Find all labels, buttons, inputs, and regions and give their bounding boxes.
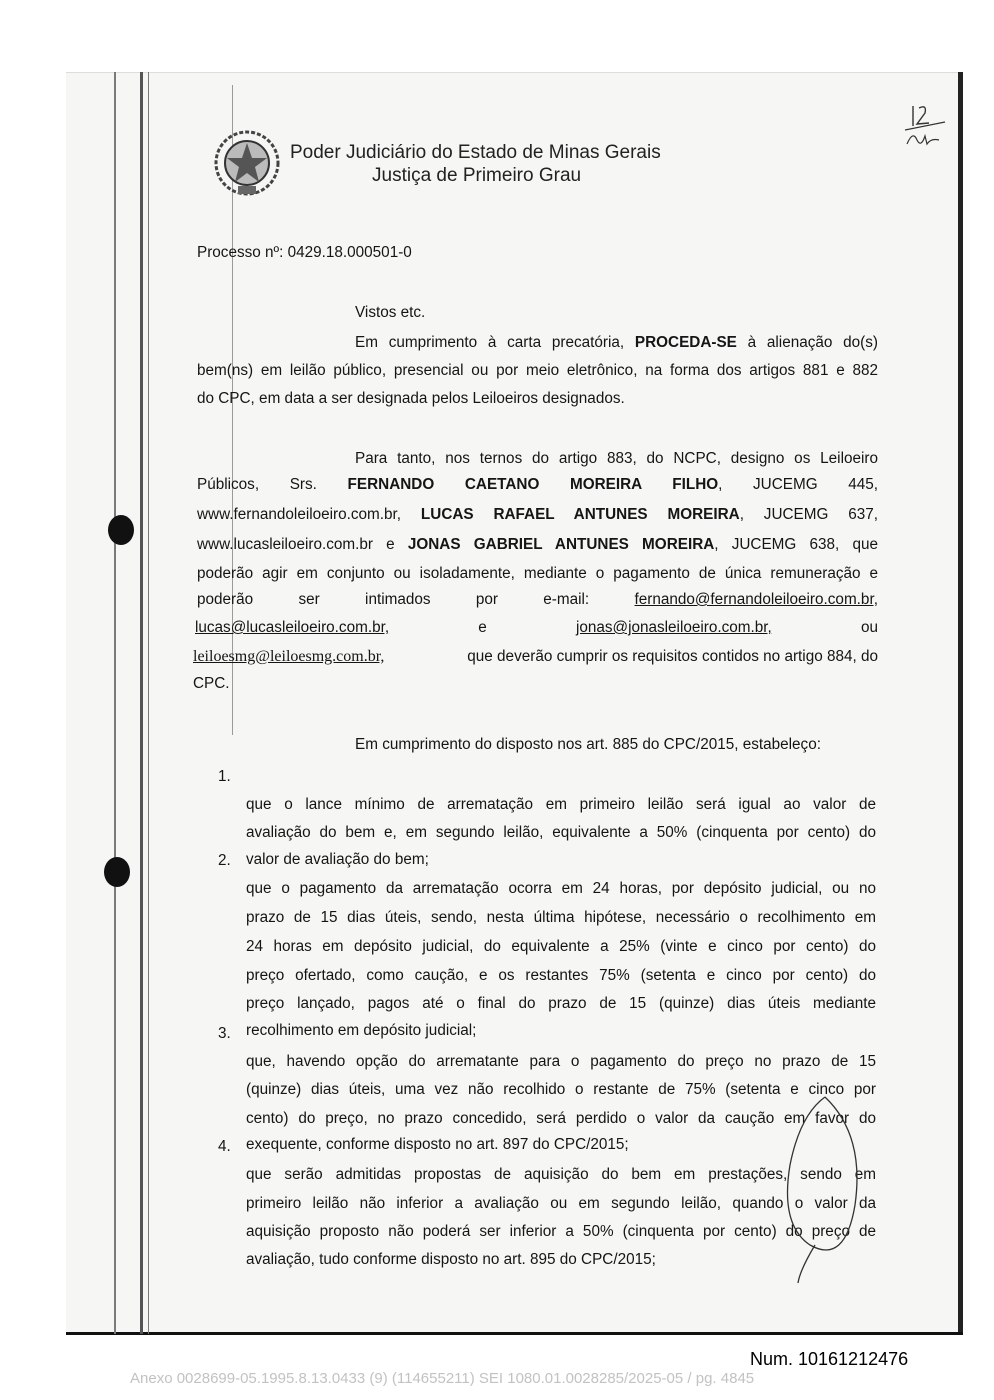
- list-item-line: preço ofertado, como caução, e os restantes 75% (setenta e cinco por cento) do: [246, 967, 876, 984]
- court-level: Justiça de Primeiro Grau: [372, 165, 582, 186]
- text-span: e-mail:: [543, 591, 590, 608]
- paragraph-line: bem(ns) em leilão público, presencial ou por meio eletrônico, na forma dos artigos 881 e 882: [197, 362, 878, 379]
- paragraph-line: [197, 536, 878, 554]
- process-label: Processo nº:: [197, 244, 284, 261]
- text-span: www.fernandoleiloeiro.com.br,: [197, 506, 402, 523]
- list-item-line: que, havendo opção do arrematante para o pagamento do preço no prazo de 15: [246, 1053, 876, 1070]
- text-span: , JUCEMG 637,: [739, 506, 879, 523]
- list-item-line: avaliação do bem e, em segundo leilão, equivalente a 50% (cinquenta por cento) do: [246, 824, 876, 841]
- paragraph-line: [193, 648, 878, 666]
- text-span: Em cumprimento à carta precatória,: [355, 334, 625, 351]
- paragraph-line: poderão agir em conjunto ou isoladamente, mediante o pagamento de única remuneração e: [197, 565, 878, 582]
- list-item-line: 24 horas em depósito judicial, do equivalente a 25% (vinte e cinco por cento) do: [246, 938, 876, 955]
- bold-span: PROCEDA-SE: [634, 334, 737, 351]
- process-line: [197, 244, 412, 262]
- text-span: ou: [860, 619, 878, 636]
- list-item-line: preço lançado, pagos até o final do prazo de 15 (quinze) dias úteis mediante: [246, 995, 876, 1012]
- scan-bottom-edge: [66, 1332, 963, 1335]
- paragraph-line: [195, 619, 878, 637]
- text-span: à alienação do(s): [747, 334, 878, 351]
- text-span: ser: [298, 591, 320, 608]
- process-number: 0429.18.000501-0: [287, 244, 412, 261]
- paragraph-line: [197, 591, 878, 609]
- paragraph-line: [197, 476, 878, 494]
- bold-span: FERNANDO CAETANO MOREIRA FILHO: [347, 476, 719, 493]
- list-item-number: 1.: [218, 768, 231, 785]
- paragraph-line: [197, 506, 878, 524]
- list-item-line: (quinze) dias úteis, uma vez não recolhido o restante de 75% (setenta e cinco por: [246, 1081, 876, 1098]
- list-item-line: avaliação, tudo conforme disposto no art. 895 do CPC/2015;: [246, 1251, 656, 1268]
- pen-circle-mark: [770, 1095, 880, 1285]
- paragraph-line: Em cumprimento do disposto nos art. 885 do CPC/2015, estabeleço:: [355, 736, 821, 753]
- email-link-lucas[interactable]: lucas@lucasleiloeiro.com.br,: [195, 619, 390, 636]
- list-item-number: 4.: [218, 1138, 231, 1155]
- email-link-jonas[interactable]: jonas@jonasleiloeiro.com.br,: [575, 619, 772, 636]
- text-span: intimados: [365, 591, 431, 608]
- punch-hole: [108, 515, 134, 545]
- scan-right-edge: [958, 72, 963, 1334]
- bold-span: LUCAS RAFAEL ANTUNES MOREIRA: [420, 506, 740, 523]
- list-item-line: aquisição proposto não poderá ser inferior a 50% (cinquenta por cento) do preço de: [246, 1223, 876, 1240]
- paragraph-line: [355, 334, 878, 352]
- paragraph-line: do CPC, em data a ser designada pelos Leiloeiros designados.: [197, 390, 625, 407]
- list-item-line: valor de avaliação do bem;: [246, 851, 429, 868]
- punch-hole: [104, 857, 130, 887]
- list-item-line: recolhimento em depósito judicial;: [246, 1022, 477, 1039]
- list-item-line: primeiro leilão não inferior a avaliação ou em segundo leilão, quando o valor da: [246, 1195, 876, 1212]
- bold-span: JONAS GABRIEL ANTUNES MOREIRA: [407, 536, 715, 553]
- paragraph-line: CPC.: [193, 675, 230, 692]
- handwritten-page-mark: [895, 100, 955, 155]
- binding-line: [140, 72, 143, 1334]
- text-span: poderão: [197, 591, 254, 608]
- document-number: Num. 10161212476: [750, 1349, 909, 1369]
- list-item-line: que o lance mínimo de arrematação em primeiro leilão será igual ao valor de: [246, 796, 876, 813]
- text-span: , JUCEMG 638, que: [714, 536, 878, 553]
- email-link-fernando[interactable]: fernando@fernandoleiloeiro.com.br,: [634, 591, 878, 608]
- institution-name: Poder Judiciário do Estado de Minas Gerais: [290, 142, 661, 163]
- list-item-line: prazo de 15 dias úteis, sendo, nesta última hipótese, necessário o recolhimento em: [246, 909, 876, 926]
- list-item-line: que o pagamento da arrematação ocorra em 24 horas, por depósito judicial, ou no: [246, 880, 876, 897]
- list-item-number: 3.: [218, 1025, 231, 1042]
- coat-of-arms-icon: [212, 128, 282, 198]
- list-item-line: exequente, conforme disposto no art. 897 do CPC/2015;: [246, 1136, 629, 1153]
- text-span: www.lucasleiloeiro.com.br e: [197, 536, 395, 553]
- annex-stamp: Anexo 0028699-05.1995.8.13.0433 (9) (114655211) SEI 1080.01.0028285/2025-05 / pg. 4845: [130, 1370, 755, 1387]
- list-item-line: cento) do preço, no prazo concedido, será perdido o valor da caução em favor do: [246, 1110, 876, 1127]
- paragraph-line: Para tanto, nos ternos do artigo 883, do NCPC, designo os Leiloeiro: [355, 450, 878, 467]
- text-span: que deverão cumprir os requisitos contidos no artigo 884, do: [467, 648, 878, 665]
- text-span: , JUCEMG 445,: [718, 476, 879, 493]
- text-span: Públicos, Srs.: [197, 476, 317, 493]
- text-span: por: [475, 591, 498, 608]
- binding-line: [114, 72, 116, 1334]
- text-span: e: [478, 619, 487, 636]
- binding-line: [148, 72, 149, 1334]
- greeting: Vistos etc.: [355, 304, 426, 321]
- list-item-line: que serão admitidas propostas de aquisição do bem em prestações, sendo em: [246, 1166, 876, 1183]
- list-item-number: 2.: [218, 852, 231, 869]
- email-link-leiloesmg[interactable]: leiloesmg@leiloesmg.com.br,: [193, 648, 385, 665]
